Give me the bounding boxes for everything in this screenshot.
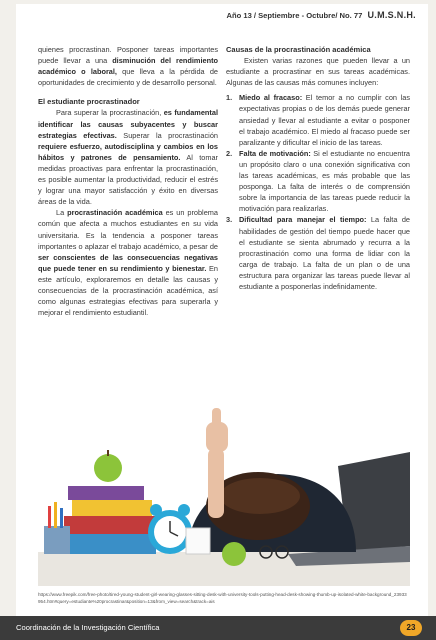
- tired-student-illustration: [38, 356, 410, 586]
- section-heading: Causas de la procrastinación académica: [226, 45, 371, 54]
- page-footer: [0, 616, 436, 640]
- issue-info: Año 13 / Septiembre - Octubre/ No. 77: [226, 11, 363, 20]
- page-number-badge: 23: [400, 620, 422, 636]
- list-item: 1. Miedo al fracaso: El temor a no cumplir con las expectativas propias o de los demás puede generar ansiedad y llevar al estudiante a evitar o posponer el trabajo académico. El miedo al fracaso puede ser paralizante y dificultar el inicio de las tareas.: [226, 93, 410, 147]
- photo-caption: https://www.freepik.com/free-photo/tired-young-student-girl-wearing-glasses-sitting-desk-with-university-tools-putting-head-desk-showing-thumb-up-isolated-white-background_23933954.htm#query=estudiante%20procrastinar&position=13&from_view=search&track=ais: [38, 592, 407, 604]
- magazine-page: [16, 4, 428, 636]
- list-item: 2. Falta de motivación: Si el estudiante no encuentra un propósito claro o una conexión significativa con las tareas académicas, es más probable que las posponga. La falta de interés o de comprensión sobre la importancia de las tareas puede reducir la motivación para realizarlas.: [226, 148, 410, 214]
- footer-text: Coordinación de la Investigación Científica: [16, 623, 160, 632]
- left-column: [38, 44, 218, 318]
- book-stack: [58, 534, 156, 554]
- body-paragraph: Para superar la procrastinación, es fundamental identificar las causas subyacentes y buscar estrategias efectivas. Superar la procrastinación requiere esfuerzo, autodisciplina y cambios en los hábitos y patrones de pensamiento. Al tomar medidas proactivas para enfrentar la procrastinación, es posible aumentar la productividad, reducir el estrés y lograr una mayor satisfacción y éxito en diversas áreas de la vida.: [38, 108, 218, 207]
- right-column: [226, 44, 410, 292]
- pencil-cup: [44, 526, 70, 554]
- mug: [186, 528, 210, 554]
- causes-intro: Existen varias razones que pueden llevar a un estudiante a procrastinar en sus tareas académicas. Algunas de las causas más comunes incluyen:: [226, 56, 410, 88]
- article-photo: [38, 356, 410, 586]
- body-paragraph: La procrastinación académica es un problema común que afecta a muchos estudiantes en su vida universitaria. Es la tendencia a posponer tareas importantes o aplazar el trabajo académico, a pesar de ser conscientes de las consecuencias negativas que puede tener en su rendimiento y bienestar. En este artículo, exploraremos en detalle las causas y consecuencias de la procrastinación académica, así como algunas estrategias efectivas para superarla y mejorar el rendimiento estudiantil.: [38, 208, 218, 318]
- section-heading: El estudiante procrastinador: [38, 97, 140, 107]
- apple: [94, 454, 122, 482]
- intro-paragraph: quienes procrastinan. Posponer tareas importantes puede llevar a una disminución del rendimiento académico o laboral, que lleva a la pérdida de oportunidades de crecimiento y de desarrollo personal.: [38, 45, 219, 88]
- page-header: [226, 10, 416, 20]
- list-item: 3. Dificultad para manejar el tiempo: La falta de habilidades de gestión del tiempo puede hacer que el estudiante se sienta abrumado y recurra a la procrastinación como una forma de lidiar con la carga de trabajo. La falta de un plan o de una estructura para organizar las tareas puede llevar al estudiante a posponerlas indefinidamente.: [226, 215, 411, 291]
- causes-list: [226, 92, 410, 292]
- arm: [208, 448, 224, 518]
- university-brand: U.M.S.N.H.: [367, 10, 416, 20]
